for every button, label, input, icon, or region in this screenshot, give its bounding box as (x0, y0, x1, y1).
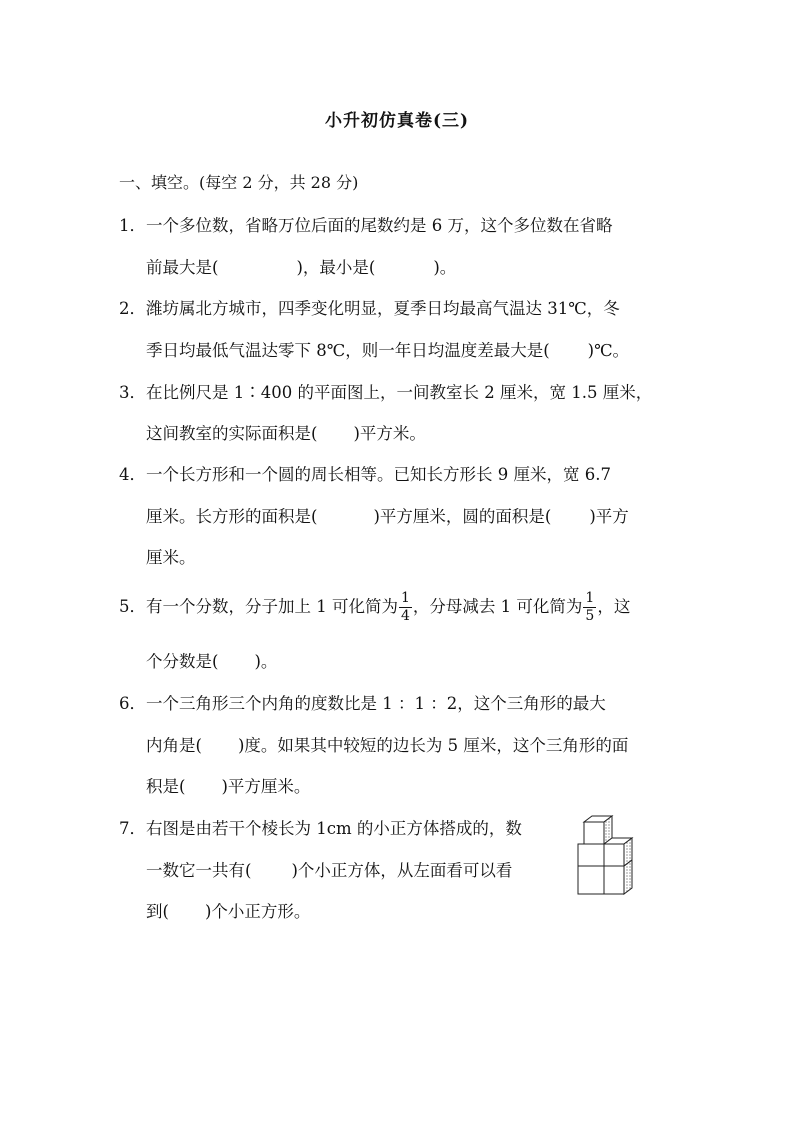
q6-line2 (146, 732, 628, 756)
q3-line2 (146, 420, 426, 444)
q3-text-a: 这间教室的实际面积是( (146, 424, 318, 443)
q4-text-b: )平方厘米，圆的面积是( (373, 507, 552, 526)
q4-text-c: )平方 (589, 507, 629, 526)
cube-stack-figure (575, 812, 645, 912)
q7-line1: 7．右图是由若干个棱长为 1cm 的小正方体搭成的，数 (119, 819, 522, 838)
q5-fraction-2 (583, 590, 596, 625)
q4-text-a: 厘米。长方形的面积是( (146, 507, 318, 526)
q2-line1: 2．潍坊属北方城市，四季变化明显，夏季日均最高气温达 31℃，冬 (119, 299, 620, 318)
q6-line3 (146, 773, 310, 797)
q1-line1: 1．一个多位数，省略万位后面的尾数约是 6 万，这个多位数在省略 (119, 216, 613, 235)
q6-text-c: 积是( (146, 777, 186, 796)
q7-line3 (146, 898, 310, 922)
q7-text-c: 到( (146, 902, 169, 921)
q7-text-b: )个小正方体，从左面看可以看 (291, 861, 513, 880)
exam-title: 小升初仿真卷(三) (324, 111, 470, 131)
q4-line3: 厘米。 (146, 548, 196, 567)
q1-text-c: )。 (433, 258, 457, 277)
q1-text-b: )，最小是( (296, 258, 376, 277)
q5-text-c: ，这 (597, 597, 631, 616)
q6-text-d: )平方厘米。 (221, 777, 311, 796)
q6-text-b: )度。如果其中较短的边长为 5 厘米，这个三角形的面 (237, 736, 629, 755)
q3-text-b: )平方米。 (353, 424, 426, 443)
q5-fraction-1-numerator: 1 (401, 590, 410, 606)
q2-text-b: )℃。 (587, 341, 630, 360)
q5-fraction-1 (399, 590, 412, 625)
q7-line2 (146, 857, 512, 881)
q1-line2 (146, 254, 456, 278)
q5-fraction-2-denominator: 5 (585, 608, 595, 624)
q5-text-a: 5．有一个分数，分子加上 1 可化简为 (119, 597, 398, 616)
q5-fraction-1-denominator: 4 (401, 608, 410, 624)
q5-line2 (146, 648, 277, 672)
q7-text-d: )个小正方形。 (204, 902, 311, 921)
q7-text-a: 一数它一共有( (146, 861, 252, 880)
q4-line1: 4．一个长方形和一个圆的周长相等。已知长方形长 9 厘米，宽 6.7 (119, 465, 611, 484)
q6-text-a: 内角是( (146, 736, 202, 755)
q1-text-a: 前最大是( (146, 258, 219, 277)
section-heading: 一、填空。(每空 2 分，共 28 分) (119, 173, 359, 192)
q5-text-e: )。 (254, 652, 278, 671)
q5-fraction-2-numerator: 1 (585, 590, 595, 606)
q3-line1: 3．在比例尺是 1∶400 的平面图上，一间教室长 2 厘米，宽 1.5 厘米， (119, 383, 653, 402)
q2-text-a: 季日均最低气温达零下 8℃，则一年日均温度差最大是( (146, 341, 550, 360)
q5-line1 (119, 590, 630, 625)
q5-text-b: ，分母减去 1 可化简为 (412, 597, 583, 616)
q2-line2 (146, 337, 629, 361)
q4-line2 (146, 503, 629, 527)
q6-line1: 6．一个三角形三个内角的度数比是 1 ：1 ：2，这个三角形的最大 (119, 694, 606, 713)
q5-text-d: 个分数是( (146, 652, 219, 671)
